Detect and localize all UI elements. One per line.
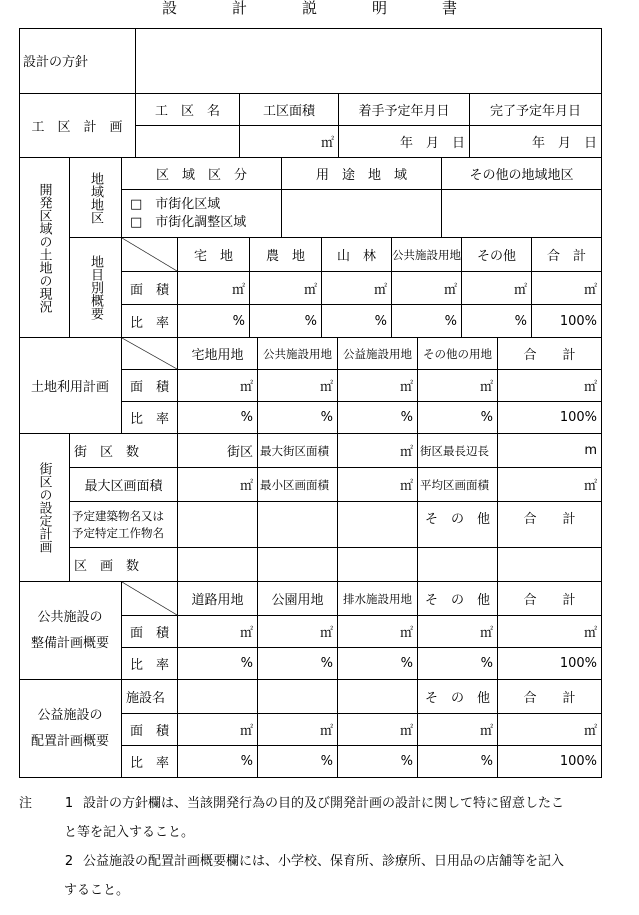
public-park-header: 公園用地 xyxy=(258,582,338,616)
land-use-label: 土地利用計画 xyxy=(19,338,122,434)
lot-count-3[interactable] xyxy=(338,548,418,582)
block-plan-label: 街区の設定計画 xyxy=(19,434,70,582)
min-lot-area-field[interactable]: ㎡ xyxy=(338,468,418,502)
max-lot-area-label: 最大区画面積 xyxy=(70,468,178,502)
note-2 xyxy=(19,847,624,876)
max-block-side-label: 街区最長辺長 xyxy=(418,434,498,468)
land-forest-header: 山 林 xyxy=(322,238,392,272)
land-use-public-header: 公共施設用地 xyxy=(258,338,338,370)
land-use-ratio-public[interactable]: % xyxy=(258,402,338,434)
benefit-area-3[interactable]: ㎡ xyxy=(338,714,418,746)
zone-label: 地域地区 xyxy=(70,158,122,238)
design-description-form xyxy=(19,28,602,778)
note-text: 公益施設の配置計画概要欄には、小学校、保育所、診療所、日用品の店舗等を記入 xyxy=(83,854,565,869)
benefit-ratio-total: 100% xyxy=(498,746,602,778)
land-residential-header: 宅 地 xyxy=(178,238,250,272)
public-area-road[interactable]: ㎡ xyxy=(178,616,258,648)
public-facilities-diagonal xyxy=(122,582,178,616)
avg-lot-area-label: 平均区画面積 xyxy=(418,468,498,502)
land-use-area-other[interactable]: ㎡ xyxy=(418,370,498,402)
use-district-field[interactable] xyxy=(282,190,442,238)
max-block-area-label: 最大街区面積 xyxy=(258,434,338,468)
policy-field[interactable] xyxy=(136,28,602,94)
land-use-total-header: 合 計 xyxy=(498,338,602,370)
land-ratio-row-label: 比 率 xyxy=(122,305,178,338)
land-area-residential[interactable]: ㎡ xyxy=(178,272,250,305)
public-total-header: 合 計 xyxy=(498,582,602,616)
land-farm-header: 農 地 xyxy=(250,238,322,272)
land-ratio-residential[interactable]: % xyxy=(178,305,250,338)
benefit-area-total[interactable]: ㎡ xyxy=(498,714,602,746)
start-date-field[interactable]: 年 月 日 xyxy=(339,126,470,158)
benefit-area-other[interactable]: ㎡ xyxy=(418,714,498,746)
note-text-continued: と等を記入すること。 xyxy=(64,825,195,840)
notes-label: 注 xyxy=(19,796,33,811)
building-name-2[interactable] xyxy=(258,502,338,548)
building-total-label: 合 計 xyxy=(498,502,602,548)
form-title: 設 計 説 明 書 xyxy=(161,0,477,17)
land-use-area-row-label: 面 積 xyxy=(122,370,178,402)
land-use-area-public[interactable]: ㎡ xyxy=(258,370,338,402)
policy-label: 設計の方針 xyxy=(19,28,136,94)
land-area-public[interactable]: ㎡ xyxy=(392,272,462,305)
end-date-field[interactable]: 年 月 日 xyxy=(470,126,602,158)
land-other-header: その他 xyxy=(462,238,532,272)
section-plan-label: 工 区 計 画 xyxy=(19,94,136,158)
max-block-area-field[interactable]: ㎡ xyxy=(338,434,418,468)
land-ratio-public[interactable]: % xyxy=(392,305,462,338)
building-name-3[interactable] xyxy=(338,502,418,548)
public-ratio-drainage[interactable]: % xyxy=(338,648,418,680)
land-use-other-header: その他の用地 xyxy=(418,338,498,370)
land-use-ratio-row-label: 比 率 xyxy=(122,402,178,434)
note-text: 設計の方針欄は、当該開発行為の目的及び開発計画の設計に関して特に留意したこ xyxy=(83,796,565,811)
public-area-other[interactable]: ㎡ xyxy=(418,616,498,648)
land-area-total[interactable]: ㎡ xyxy=(532,272,602,305)
benefit-area-1[interactable]: ㎡ xyxy=(178,714,258,746)
land-use-area-residential[interactable]: ㎡ xyxy=(178,370,258,402)
lot-count-total[interactable] xyxy=(498,548,602,582)
public-ratio-other[interactable]: % xyxy=(418,648,498,680)
land-use-residential-header: 宅地用地 xyxy=(178,338,258,370)
benefit-names-row-label: 施設名 xyxy=(122,680,178,714)
land-use-ratio-other[interactable]: % xyxy=(418,402,498,434)
land-use-diagonal xyxy=(122,338,178,370)
land-use-ratio-benefit[interactable]: % xyxy=(338,402,418,434)
other-district-field[interactable] xyxy=(442,190,602,238)
benefit-ratio-1[interactable]: % xyxy=(178,746,258,778)
public-ratio-row-label: 比 率 xyxy=(122,648,178,680)
lot-count-1[interactable] xyxy=(178,548,258,582)
benefit-area-2[interactable]: ㎡ xyxy=(258,714,338,746)
land-area-row-label: 面 積 xyxy=(122,272,178,305)
benefit-ratio-row-label: 比 率 xyxy=(122,746,178,778)
land-use-ratio-residential[interactable]: % xyxy=(178,402,258,434)
benefit-ratio-3[interactable]: % xyxy=(338,746,418,778)
public-ratio-park[interactable]: % xyxy=(258,648,338,680)
land-use-benefit-header: 公益施設用地 xyxy=(338,338,418,370)
public-area-total[interactable]: ㎡ xyxy=(498,616,602,648)
block-count-field[interactable]: 街区 xyxy=(178,434,258,468)
zone-division-options[interactable] xyxy=(122,190,282,238)
building-other-label: そ の 他 xyxy=(418,502,498,548)
public-area-row-label: 面 積 xyxy=(122,616,178,648)
land-ratio-farm[interactable]: % xyxy=(250,305,322,338)
note-number: 1 xyxy=(64,796,74,811)
avg-lot-area-field[interactable]: ㎡ xyxy=(498,468,602,502)
benefit-name-3[interactable] xyxy=(338,680,418,714)
current-status-label: 開発区域の土地の現況 xyxy=(19,158,70,338)
benefit-ratio-2[interactable]: % xyxy=(258,746,338,778)
land-ratio-other[interactable]: % xyxy=(462,305,532,338)
lot-count-label: 区 画 数 xyxy=(70,548,178,582)
public-area-park[interactable]: ㎡ xyxy=(258,616,338,648)
land-area-forest[interactable]: ㎡ xyxy=(322,272,392,305)
benefit-total-header: 合 計 xyxy=(498,680,602,714)
benefit-name-1[interactable] xyxy=(178,680,258,714)
lot-count-other[interactable] xyxy=(418,548,498,582)
public-road-header: 道路用地 xyxy=(178,582,258,616)
benefit-name-2[interactable] xyxy=(258,680,338,714)
note-text-continued: すること。 xyxy=(64,883,130,898)
notes xyxy=(19,789,624,905)
zone-division-header: 区 域 区 分 xyxy=(122,158,282,190)
benefit-other-header: そ の 他 xyxy=(418,680,498,714)
land-use-ratio-total: 100% xyxy=(498,402,602,434)
public-area-drainage[interactable]: ㎡ xyxy=(338,616,418,648)
land-ratio-total: 100% xyxy=(532,305,602,338)
benefit-area-row-label: 面 積 xyxy=(122,714,178,746)
land-ratio-forest[interactable]: % xyxy=(322,305,392,338)
benefit-ratio-other[interactable]: % xyxy=(418,746,498,778)
public-facilities-label: 公共施設の 整備計画概要 xyxy=(19,582,122,680)
use-district-header: 用 途 地 域 xyxy=(282,158,442,190)
other-district-header: その他の地域地区 xyxy=(442,158,602,190)
end-date-header: 完了予定年月日 xyxy=(470,94,602,126)
section-name-header: 工 区 名 xyxy=(136,94,240,126)
land-category-label: 地目別概要 xyxy=(70,238,122,338)
lot-count-2[interactable] xyxy=(258,548,338,582)
benefit-facilities-label: 公益施設の 配置計画概要 xyxy=(19,680,122,778)
land-use-area-total[interactable]: ㎡ xyxy=(498,370,602,402)
urbanization-area-checkbox[interactable]: □ 市街化区域 xyxy=(130,196,221,212)
public-ratio-total: 100% xyxy=(498,648,602,680)
land-use-area-benefit[interactable]: ㎡ xyxy=(338,370,418,402)
land-area-other[interactable]: ㎡ xyxy=(462,272,532,305)
land-area-farm[interactable]: ㎡ xyxy=(250,272,322,305)
public-ratio-road[interactable]: % xyxy=(178,648,258,680)
start-date-header: 着手予定年月日 xyxy=(339,94,470,126)
public-other-header: そ の 他 xyxy=(418,582,498,616)
max-lot-area-field[interactable]: ㎡ xyxy=(178,468,258,502)
section-area-header: 工区面積 xyxy=(240,94,339,126)
block-count-label: 街 区 数 xyxy=(70,434,178,468)
building-name-1[interactable] xyxy=(178,502,258,548)
building-names-label: 予定建築物名又は 予定特定工作物名 xyxy=(70,502,178,548)
note-1 xyxy=(19,789,624,818)
public-drainage-header: 排水施設用地 xyxy=(338,582,418,616)
note-number: 2 xyxy=(64,854,74,869)
section-area-field[interactable]: ㎡ xyxy=(240,126,339,158)
urbanization-control-area-checkbox[interactable]: □ 市街化調整区域 xyxy=(130,214,247,230)
land-category-diagonal xyxy=(122,238,178,272)
max-block-side-field[interactable]: m xyxy=(498,434,602,468)
section-name-field[interactable] xyxy=(136,126,240,158)
min-lot-area-label: 最小区画面積 xyxy=(258,468,338,502)
land-public-header: 公共施設用地 xyxy=(392,238,462,272)
land-total-header: 合 計 xyxy=(532,238,602,272)
